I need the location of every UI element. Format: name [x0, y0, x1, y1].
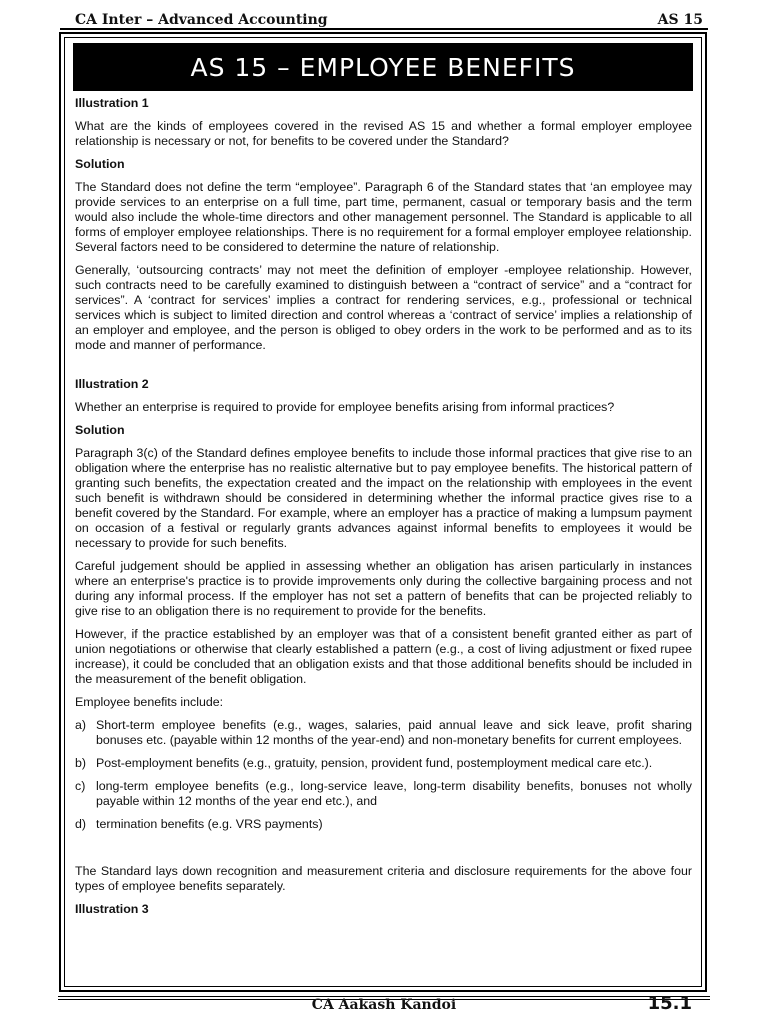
list-item-label: c): [75, 779, 86, 793]
illustration-1-question: What are the kinds of employees covered in the revised AS 15 and whether a formal employer employee relationship is necessary or not, for benefits to be covered under the Standard?: [75, 119, 692, 148]
list-item-text: long-term employee benefits (e.g., long-service leave, long-term disability benefits, bonuses not wholly payable within 12 months of the year end etc.), and: [96, 779, 692, 808]
page-number: 15.1: [647, 993, 692, 1014]
running-header: [75, 10, 703, 30]
solution-1-heading: Solution: [75, 157, 125, 171]
list-item: [75, 718, 692, 748]
illustration-3-heading: Illustration 3: [75, 902, 149, 916]
page-content: [75, 96, 692, 925]
solution-2-paragraph-1: Paragraph 3(c) of the Standard defines employee benefits to include those informal practices that give rise to an obligation where the enterprise has no realistic alternative but to pay employee benefits. The historical pattern of granting such benefits, the expectation created and the impact on the relationship with employees in the event such benefit is withdrawn should be considered in determining whether the informal practice gives rise to a benefit covered by the Standard. For example, where an employer has a practice of making a lumpsum payment on occasion of a festival or regularly grants advances against informal benefits to employees it would be necessary to provide for such benefits.: [75, 446, 692, 550]
illustration-2-question: Whether an enterprise is required to provide for employee benefits arising from informal practices?: [75, 400, 615, 414]
list-item: [75, 817, 692, 832]
solution-2-paragraph-2: Careful judgement should be applied in assessing whether an obligation has arisen particularly in instances where an enterprise's practice is to provide improvements only during the collective bargaining process and not during any informal process. If the employer has not set a pattern of benefits that can be projected reliably to give rise to an obligation there is no requirement to provide for the benefits.: [75, 559, 692, 618]
list-item-text: termination benefits (e.g. VRS payments): [96, 817, 323, 831]
list-item-label: b): [75, 756, 87, 770]
solution-1-paragraph-1: The Standard does not define the term “employee”. Paragraph 6 of the Standard states that ‘an employee may provide services to an enterprise on a full time, part time, permanent, casual or temporary basis and the term would also include the whole-time directors and other management personnel. The Standard is applicable to all forms of employer employee relationships. There is no requirement for a formal employer employee relationship. Several factors need to be considered to determine the nature of relationship.: [75, 180, 692, 254]
page-title: AS 15 – EMPLOYEE BENEFITS: [73, 43, 693, 91]
list-item: [75, 756, 692, 771]
list-item-label: d): [75, 817, 87, 831]
illustration-1-heading: Illustration 1: [75, 96, 149, 110]
solution-1-paragraph-2: Generally, ‘outsourcing contracts’ may not meet the definition of employer -employee relationship. However, such contracts need to be carefully examined to distinguish between a “contract of service” and a “contract for services”. A ‘contract for services’ implies a contract for rendering services, e.g., professional or technical services which is subject to limited direction and control whereas a ‘contract of service’ implies a relationship of an employer and employee, and the person is obliged to obey orders in the work to be performed and as to its mode and manner of performance.: [75, 263, 692, 352]
list-item-label: a): [75, 718, 87, 732]
benefits-list-intro: Employee benefits include:: [75, 695, 224, 709]
header-rule: [60, 28, 708, 30]
illustration-2-heading: Illustration 2: [75, 377, 149, 391]
header-standard: AS 15: [657, 12, 703, 28]
list-item: [75, 779, 692, 809]
solution-2-heading: Solution: [75, 423, 125, 437]
footer-author: CA Aakash Kandoi: [311, 997, 457, 1013]
header-subject: CA Inter – Advanced Accounting: [75, 12, 328, 28]
list-item-text: Post-employment benefits (e.g., gratuity, pension, provident fund, postemployment medical care etc.).: [96, 756, 653, 770]
closing-paragraph: The Standard lays down recognition and measurement criteria and disclosure requirements for the above four types of employee benefits separately.: [75, 864, 692, 893]
solution-2-paragraph-3: However, if the practice established by an employer was that of a consistent benefit granted either as part of union negotiations or otherwise that clearly established a pattern (e.g., a cost of living adjustment or fixed rupee increase), it could be concluded that an obligation exists and that those additional benefits should be included in the measurement of the benefit obligation.: [75, 627, 692, 686]
list-item-text: Short-term employee benefits (e.g., wages, salaries, paid annual leave and sick leave, profit sharing bonuses etc. (payable within 12 months of the year-end) and non-monetary benefits for current employees.: [96, 718, 692, 747]
page-footer: [60, 993, 708, 1022]
